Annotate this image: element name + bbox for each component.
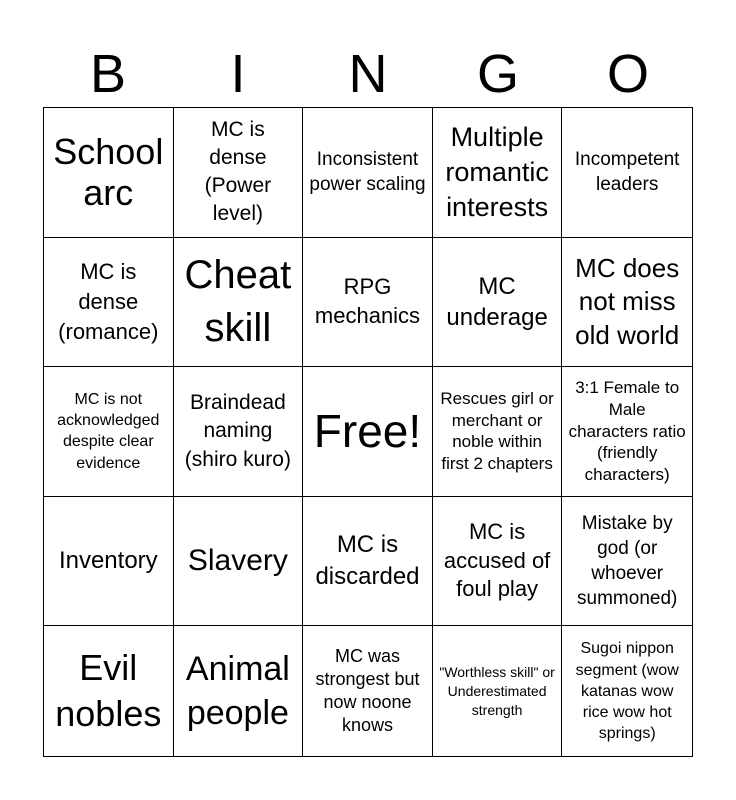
bingo-cell[interactable] (562, 626, 692, 756)
bingo-cell[interactable] (303, 108, 433, 238)
bingo-cell[interactable] (174, 108, 304, 238)
cell-text: MC does not miss old world (575, 252, 680, 350)
cell-text: Sugoi nippon segment (wow katanas wow rice wow hot springs) (575, 640, 679, 742)
bingo-cell[interactable] (303, 367, 433, 497)
bingo-cell[interactable] (303, 238, 433, 368)
bingo-cell[interactable] (433, 238, 563, 368)
cell-text: MC is dense (romance) (58, 259, 159, 344)
header-letter-o: O (606, 44, 649, 104)
bingo-cell[interactable] (44, 238, 174, 368)
header-letter-i: I (230, 44, 246, 104)
cell-text: Free! (313, 405, 422, 458)
cell-text: 3:1 Female to Male characters ratio (friendly characters) (568, 378, 686, 485)
cell-text: MC is accused of foul play (443, 519, 551, 602)
cell-text: Evil nobles (55, 647, 162, 735)
cell-text: Braindead naming (shiro kuro) (184, 390, 291, 471)
bingo-cell[interactable] (433, 367, 563, 497)
cell-text: RPG mechanics (314, 274, 421, 328)
cell-text: Cheat skill (184, 253, 292, 350)
bingo-cell[interactable] (562, 238, 692, 368)
cell-text: "Worthless skill" or Underestimated strength (439, 663, 555, 718)
bingo-cell[interactable] (44, 108, 174, 238)
bingo-cell[interactable] (44, 367, 174, 497)
cell-text: School arc (53, 130, 164, 214)
bingo-cell[interactable] (562, 108, 692, 238)
cell-text: Incompetent leaders (574, 149, 680, 196)
bingo-board (43, 107, 693, 757)
bingo-cell[interactable] (303, 497, 433, 627)
bingo-cell[interactable] (174, 497, 304, 627)
cell-text: MC underage (446, 272, 548, 331)
bingo-cell[interactable] (174, 238, 304, 368)
header-letter-b: B (89, 44, 127, 104)
cell-text: Multiple romantic interests (445, 121, 549, 222)
bingo-cell[interactable] (562, 497, 692, 627)
cell-text: MC is dense (Power level) (204, 118, 272, 226)
cell-text: Rescues girl or merchant or noble within first 2 chapters (440, 388, 554, 474)
bingo-cell[interactable] (433, 108, 563, 238)
cell-text: Inconsistent power scaling (309, 149, 426, 196)
bingo-header (43, 44, 693, 104)
bingo-cell[interactable] (562, 367, 692, 497)
bingo-cell[interactable] (174, 626, 304, 756)
bingo-cell[interactable] (174, 367, 304, 497)
bingo-cell[interactable] (303, 626, 433, 756)
cell-text: Animal people (185, 650, 290, 733)
cell-text: Inventory (58, 546, 158, 574)
cell-text: MC was strongest but now noone knows (315, 646, 420, 736)
cell-text: Mistake by god (or whoever summoned) (577, 512, 678, 610)
bingo-cell[interactable] (433, 497, 563, 627)
cell-text: Slavery (187, 544, 288, 578)
bingo-cell[interactable] (433, 626, 563, 756)
bingo-cell[interactable] (44, 626, 174, 756)
header-letter-g: G (476, 44, 519, 104)
cell-text: MC is not acknowledged despite clear evidence (57, 391, 160, 472)
header-letter-n: N (348, 44, 388, 104)
cell-text: MC is discarded (315, 531, 420, 591)
bingo-cell[interactable] (44, 497, 174, 627)
